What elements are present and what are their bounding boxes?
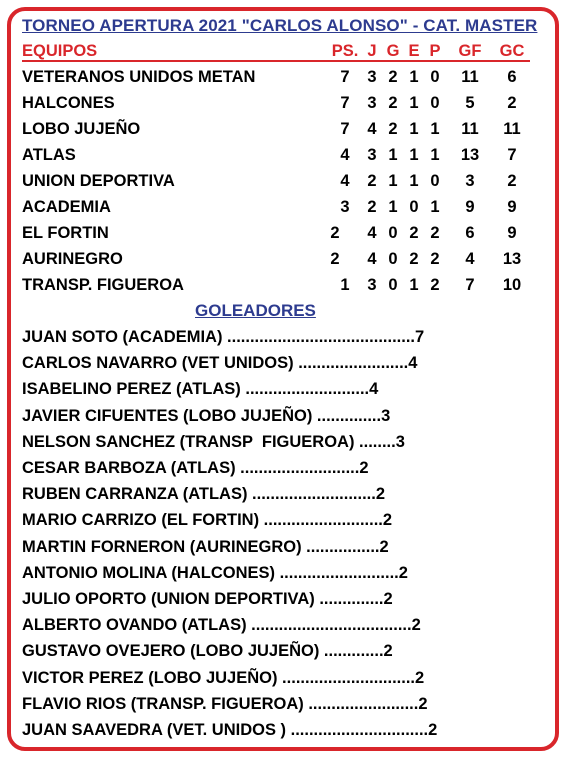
- stat-g: 2: [388, 94, 398, 112]
- stat-e: 1: [409, 68, 419, 86]
- scorer-line: JULIO OPORTO (UNION DEPORTIVA) ..............2: [22, 590, 393, 608]
- stat-j: 2: [367, 198, 377, 216]
- stat-g: 1: [388, 146, 398, 164]
- stat-j: 4: [367, 120, 377, 138]
- team-name: AURINEGRO: [22, 250, 123, 268]
- stat-j: 3: [367, 94, 377, 112]
- team-name: HALCONES: [22, 94, 115, 112]
- stat-gf: 11: [461, 68, 479, 86]
- scorer-line: JUAN SAAVEDRA (VET. UNIDOS ) ..............................2: [22, 721, 438, 739]
- stat-ps: 7: [340, 94, 350, 112]
- stat-g: 2: [388, 68, 398, 86]
- stat-e: 1: [409, 94, 419, 112]
- header-ps: PS.: [331, 42, 359, 60]
- stat-gf: 6: [465, 224, 475, 242]
- team-name: VETERANOS UNIDOS METAN: [22, 68, 256, 86]
- scorer-line: JAVIER CIFUENTES (LOBO JUJEÑO) ..............3: [22, 407, 391, 425]
- scorer-line: MARIO CARRIZO (EL FORTIN) ..........................2: [22, 511, 393, 529]
- scorer-line: RUBEN CARRANZA (ATLAS) ...........................2: [22, 485, 386, 503]
- stat-gc: 7: [507, 146, 517, 164]
- stat-ps: 4: [340, 146, 350, 164]
- scorer-line: GUSTAVO OVEJERO (LOBO JUJEÑO) .............2: [22, 642, 393, 660]
- stat-ps: 4: [340, 172, 350, 190]
- stat-j: 2: [367, 172, 377, 190]
- team-name: EL FORTIN: [22, 224, 109, 242]
- stat-p: 1: [430, 198, 440, 216]
- stat-ps: 1: [340, 276, 350, 294]
- stat-p: 1: [430, 120, 440, 138]
- stat-g: 0: [388, 224, 398, 242]
- header-underline: [22, 60, 530, 62]
- scorer-line: ALBERTO OVANDO (ATLAS) ...................................2: [22, 616, 421, 634]
- stat-gf: 7: [465, 276, 475, 294]
- stat-g: 1: [388, 172, 398, 190]
- stat-ps: 7: [340, 120, 350, 138]
- stat-e: 0: [409, 198, 419, 216]
- scorer-line: CARLOS NAVARRO (VET UNIDOS) ........................4: [22, 354, 418, 372]
- stat-ps: 7: [340, 68, 350, 86]
- stat-gf: 9: [465, 198, 475, 216]
- header-gf: GF: [458, 42, 482, 60]
- scorer-line: VICTOR PEREZ (LOBO JUJEÑO) .............................2: [22, 669, 425, 687]
- header-e: E: [408, 42, 420, 60]
- stat-ps: 2: [330, 224, 340, 242]
- tournament-title: TORNEO APERTURA 2021 "CARLOS ALONSO" - CAT. MASTER: [22, 16, 538, 35]
- stat-g: 0: [388, 250, 398, 268]
- team-name: ATLAS: [22, 146, 76, 164]
- stat-e: 2: [409, 224, 419, 242]
- stat-gc: 13: [502, 250, 522, 268]
- stat-e: 1: [409, 146, 419, 164]
- scorers-title: GOLEADORES: [195, 301, 316, 320]
- stat-p: 2: [430, 224, 440, 242]
- stat-gf: 11: [461, 120, 479, 138]
- stat-p: 1: [430, 146, 440, 164]
- scorer-line: ISABELINO PEREZ (ATLAS) ...........................4: [22, 380, 379, 398]
- scorer-line: FLAVIO RIOS (TRANSP. FIGUEROA) ........................2: [22, 695, 428, 713]
- team-name: LOBO JUJEÑO: [22, 120, 141, 138]
- team-name: ACADEMIA: [22, 198, 111, 216]
- stat-gc: 2: [507, 172, 517, 190]
- stat-gc: 9: [507, 224, 517, 242]
- scorer-line: CESAR BARBOZA (ATLAS) ..........................2: [22, 459, 369, 477]
- stat-ps: 2: [330, 250, 340, 268]
- stat-e: 1: [409, 172, 419, 190]
- stat-gc: 2: [507, 94, 517, 112]
- stat-p: 2: [430, 276, 440, 294]
- stat-j: 3: [367, 146, 377, 164]
- team-name: TRANSP. FIGUEROA: [22, 276, 184, 294]
- stat-g: 0: [388, 276, 398, 294]
- stat-gf: 4: [465, 250, 475, 268]
- team-name: UNION DEPORTIVA: [22, 172, 175, 190]
- stat-e: 2: [409, 250, 419, 268]
- stat-e: 1: [409, 120, 419, 138]
- stat-p: 0: [430, 172, 440, 190]
- header-gc: GC: [499, 42, 525, 60]
- scorer-line: NELSON SANCHEZ (TRANSP FIGUEROA) ........3: [22, 433, 405, 451]
- header-teams: EQUIPOS: [22, 42, 98, 60]
- stat-j: 3: [367, 68, 377, 86]
- stat-gf: 5: [465, 94, 475, 112]
- stat-j: 4: [367, 224, 377, 242]
- stat-gc: 9: [507, 198, 517, 216]
- scorer-line: JUAN SOTO (ACADEMIA) .........................................7: [22, 328, 425, 346]
- stat-gc: 10: [502, 276, 522, 294]
- header-p: P: [429, 42, 441, 60]
- stat-p: 0: [430, 68, 440, 86]
- stat-gf: 3: [465, 172, 475, 190]
- scorer-line: MARTIN FORNERON (AURINEGRO) ................2: [22, 538, 389, 556]
- stat-ps: 3: [340, 198, 350, 216]
- stat-gc: 11: [503, 120, 521, 138]
- stat-j: 3: [367, 276, 377, 294]
- scorer-line: ANTONIO MOLINA (HALCONES) ..........................2: [22, 564, 408, 582]
- stat-p: 0: [430, 94, 440, 112]
- stat-e: 1: [409, 276, 419, 294]
- stat-j: 4: [367, 250, 377, 268]
- stat-gf: 13: [460, 146, 480, 164]
- stat-g: 1: [388, 198, 398, 216]
- header-g: G: [386, 42, 400, 60]
- header-j: J: [367, 42, 377, 60]
- stat-g: 2: [388, 120, 398, 138]
- stat-gc: 6: [507, 68, 517, 86]
- stat-p: 2: [430, 250, 440, 268]
